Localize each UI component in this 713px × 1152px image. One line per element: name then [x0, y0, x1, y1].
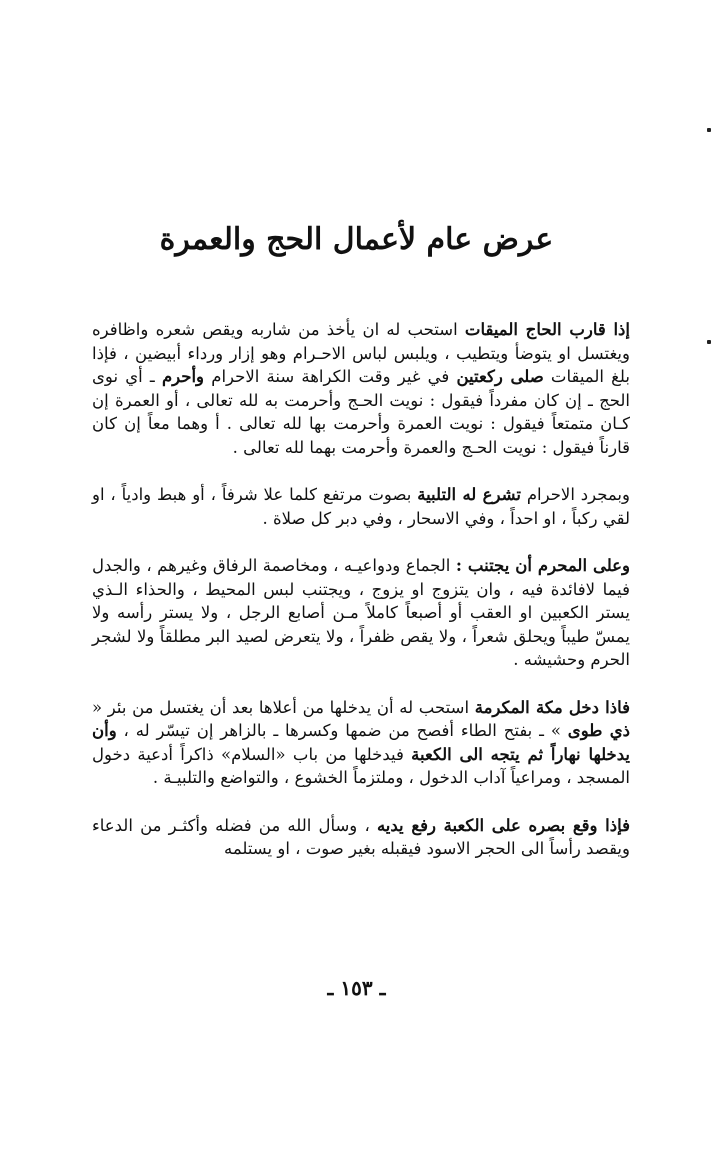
paragraph-text: الجماع ودواعيـه ، ومخاصمة الرفاق وغيرهم ، والجدل فيما لافائدة فيه ، وان يتزوج او يزوج ، ويجتنب لبس المحيط ، والحذاء الـذي يستر الكعبين او العقب أو أصبعاً كاملاً مـن أصابع الرجل ، ولا يستر رأسه ولا يمسّ طيباً ويحلق شعراً ، ولا يقص ظفراً ، ولا يتعرض لصيد البر مطلقاً ولا لشجر الحرم وحشيشه . [92, 556, 630, 669]
page-title: عرض عام لأعمال الحج والعمرة [159, 222, 554, 257]
paragraph-text: استحب له ان يأخذ من شاربه ويقص شعره واظافره ويغتسل او يتوضأ ويتطيب ، ويلبس لباس الاحـرام وهو إزار ورداء أبيضين ، فإذا بلغ الميقات [92, 320, 630, 386]
paragraph-lead: إذا قارب الحاج الميقات [464, 320, 630, 339]
emphasis-text: وأن يدخلها نهاراً ثم يتجه الى الكعبة [92, 721, 630, 764]
paragraph-text: ـ أي نوى الحج ـ إن كان مفرداً فيقول : نويت الحـج وأحرمت به لله تعالى ، أو العمرة إن كـان متمتعاً فيقول : نويت العمرة وأحرمت بها لله تعالى . أ وهما معاً إن كان قارناً فيقول : نويت الحـج والعمرة وأحرمت بهما لله تعالى . [92, 367, 630, 457]
paragraph-seeing-kaaba [92, 814, 630, 861]
paragraph-text: ، وسأل الله من فضله وأكثـر من الدعاء ويقصد رأساً الى الحجر الاسود فيقبله بغير صوت ، او يستلمه [92, 815, 630, 858]
scan-edge-mark [707, 128, 711, 132]
paragraph-text: » ـ بفتح الطاء أفصح من ضمها وكسرها ـ بالزاهر إن تيسّر له ، [116, 721, 568, 740]
paragraph-prohibitions [92, 554, 630, 672]
body-text [92, 318, 630, 885]
emphasis-text: صلى ركعتين [456, 367, 544, 386]
emphasis-text: تشرع له التلبية [417, 485, 521, 504]
page-number: ـ ١٥٣ ـ [327, 976, 386, 1000]
emphasis-text: وأحرم [161, 367, 205, 386]
paragraph-text: في غير وقت الكراهة سنة الاحرام [204, 367, 457, 386]
paragraph-text: وبمجرد الاحرام [520, 485, 630, 504]
paragraph-lead: فاذا دخل مكة المكرمة [474, 697, 630, 717]
paragraph-talbiyah [92, 483, 630, 530]
paragraph-text: فيدخلها من باب «السلام» ذاكراً أدعية دخول المسجد ، ومراعياً آداب الدخول ، وملتزماً الخشوع ، والتواضع والتلبيـة . [92, 744, 630, 787]
scan-edge-mark [707, 340, 711, 344]
paragraph-miqat [92, 318, 630, 459]
paragraph-lead: فإذا وقع بصره على الكعبة رفع يديه [376, 815, 631, 835]
paragraph-text: بصوت مرتفع كلما علا شرفاً ، أو هبط وادياً ، او لقي ركباً ، او احداً ، وفي الاسحار ، وفي دبر كل صلاة . [92, 485, 630, 528]
paragraph-text: استحب له أن يدخلها من أعلاها بعد أن يغتسل من بئر « [92, 697, 475, 717]
emphasis-text: ذي طوى [567, 721, 630, 740]
paragraph-entering-makkah [92, 696, 630, 790]
paragraph-lead: وعلى المحرم أن يجتنب : [455, 556, 630, 575]
